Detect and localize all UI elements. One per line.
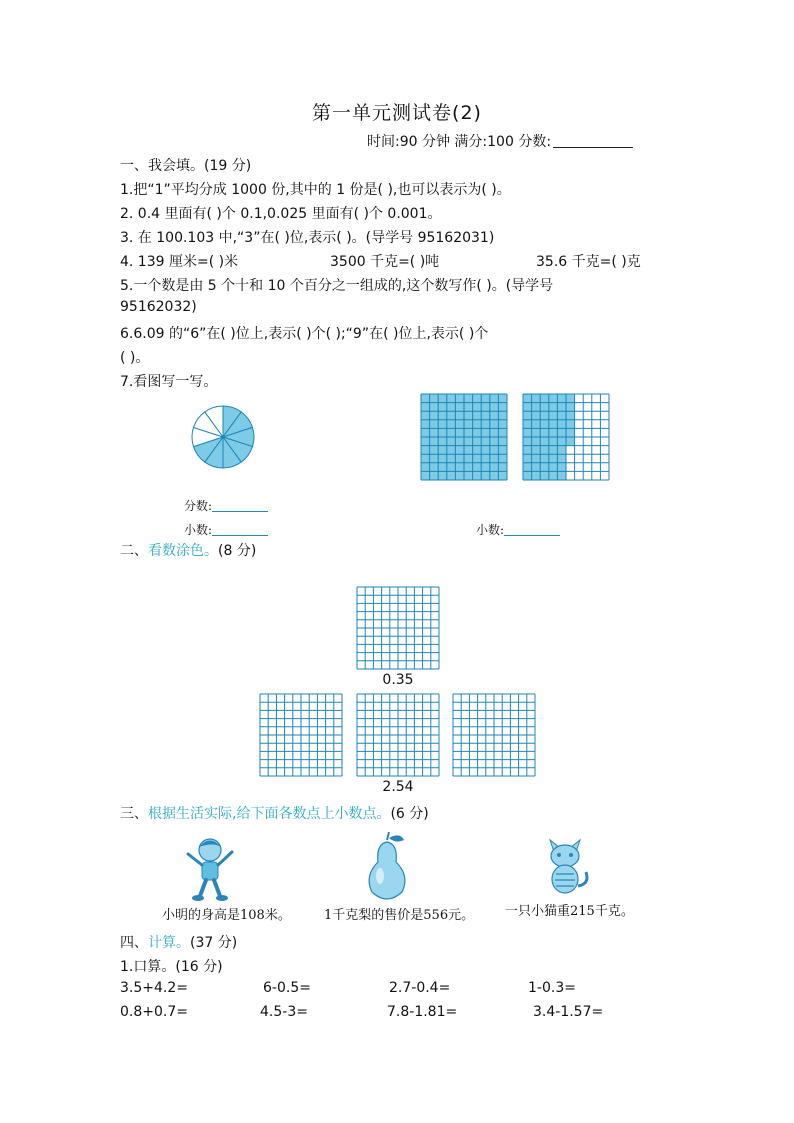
section-3-prefix: 三、: [120, 806, 148, 822]
question-5-line-1: 5.一个数是由 5 个十和 10 个百分之一组成的,这个数写作( )。(导学号: [120, 278, 554, 294]
caption-cat-weight: 一只小猫重215千克。: [505, 904, 634, 919]
shaded-cell: [523, 420, 532, 429]
shaded-cell: [540, 463, 549, 472]
shaded-cell: [549, 446, 558, 455]
grid-label-0-35: 0.35: [382, 672, 414, 688]
calc-item: 3.5+4.2=: [120, 980, 188, 996]
shaded-cell: [557, 437, 566, 446]
shaded-cell: [523, 403, 532, 412]
question-6-line-2: ( )。: [120, 350, 150, 366]
shaded-cell: [540, 446, 549, 455]
fraction-answer-blank[interactable]: [212, 499, 268, 512]
shaded-cell: [549, 403, 558, 412]
boy-illustration: [180, 834, 240, 904]
section-2-title: 看数涂色。: [148, 543, 218, 559]
grid-label-2-54: 2.54: [382, 779, 414, 795]
hundred-grid-partial: [522, 393, 610, 481]
color-grid-0-35[interactable]: [356, 586, 440, 670]
shaded-cell: [557, 411, 566, 420]
calc-item: 6-0.5=: [263, 980, 311, 996]
section-2-prefix: 二、: [120, 543, 148, 559]
calc-item: 1-0.3=: [528, 980, 576, 996]
pear-illustration: [360, 832, 414, 904]
question-2: 2. 0.4 里面有( )个 0.1,0.025 里面有( )个 0.001。: [120, 206, 442, 222]
section-4-points: (37 分): [190, 935, 238, 951]
shaded-cell: [540, 411, 549, 420]
shaded-cell: [523, 411, 532, 420]
color-grid-2-54-b[interactable]: [356, 693, 440, 777]
section-3-title: 根据生活实际,给下面各数点上小数点。: [148, 806, 391, 822]
color-grid-2-54-a[interactable]: [259, 693, 343, 777]
cat-illustration: [538, 834, 592, 896]
shaded-cell: [540, 454, 549, 463]
shaded-cell: [523, 394, 532, 403]
shaded-cell: [557, 403, 566, 412]
shaded-cell: [549, 471, 558, 480]
section-3-points: (6 分): [390, 806, 429, 822]
caption-pear-price: 1千克梨的售价是556元。: [324, 908, 475, 923]
caption-boy-height: 小明的身高是108米。: [162, 908, 291, 923]
shaded-cell: [549, 463, 558, 472]
shaded-cell: [540, 471, 549, 480]
shaded-cell: [557, 463, 566, 472]
fraction-label: 分数:: [184, 499, 213, 513]
shaded-cell: [532, 428, 541, 437]
color-grid-2-54-c[interactable]: [452, 693, 536, 777]
shaded-cell: [566, 403, 575, 412]
shaded-cell: [549, 428, 558, 437]
question-4-part-b: 3500 千克=( )吨: [330, 254, 440, 270]
shaded-cell: [557, 471, 566, 480]
shaded-cell: [523, 471, 532, 480]
section-4-sub: 1.口算。(16 分): [120, 959, 223, 975]
shaded-cell: [566, 428, 575, 437]
shaded-cell: [566, 420, 575, 429]
exam-meta: [367, 131, 633, 151]
shaded-cell: [540, 437, 549, 446]
fraction-answer-row: [184, 497, 268, 514]
shaded-cell: [540, 428, 549, 437]
shaded-cell: [523, 428, 532, 437]
calc-item: 0.8+0.7=: [120, 1004, 188, 1020]
question-4-part-c: 35.6 千克=( )克: [536, 254, 641, 270]
decimal-answer-blank-2[interactable]: [504, 523, 560, 536]
shaded-cell: [532, 463, 541, 472]
shaded-cell: [557, 420, 566, 429]
decimal-answer-row-2: [476, 521, 560, 538]
question-7: 7.看图写一写。: [120, 374, 218, 390]
calc-item: 4.5-3=: [260, 1004, 308, 1020]
shaded-cell: [523, 454, 532, 463]
shaded-cell: [566, 411, 575, 420]
shaded-cell: [532, 420, 541, 429]
question-6-line-1: 6.6.09 的“6”在( )位上,表示( )个( );“9”在( )位上,表示( )个: [120, 326, 489, 342]
section-2-points: (8 分): [218, 543, 257, 559]
decimal-label-1: 小数:: [184, 523, 213, 537]
shaded-cell: [557, 394, 566, 403]
shaded-cell: [532, 394, 541, 403]
section-4-prefix: 四、: [120, 935, 148, 951]
shaded-cell: [557, 428, 566, 437]
shaded-cell: [532, 411, 541, 420]
shaded-cell: [532, 471, 541, 480]
score-blank[interactable]: [553, 133, 633, 148]
shaded-cell: [549, 437, 558, 446]
shaded-cell: [549, 411, 558, 420]
shaded-cell: [540, 394, 549, 403]
shaded-cell: [523, 463, 532, 472]
shaded-cell: [523, 437, 532, 446]
decimal-answer-row-1: [184, 521, 268, 538]
section-4-heading: [120, 932, 237, 952]
decimal-answer-blank-1[interactable]: [212, 523, 268, 536]
question-1: 1.把“1”平均分成 1000 份,其中的 1 份是( ),也可以表示为( )。: [120, 182, 511, 198]
decimal-label-2: 小数:: [476, 523, 505, 537]
calc-item: 3.4-1.57=: [533, 1004, 604, 1020]
section-1-heading: 一、我会填。(19 分): [120, 158, 252, 174]
shaded-cell: [549, 420, 558, 429]
shaded-cell: [532, 454, 541, 463]
fraction-pie-figure: [190, 404, 256, 470]
section-4-title: 计算。: [148, 935, 190, 951]
question-5-line-2: 95162032): [120, 299, 197, 315]
calc-item: 2.7-0.4=: [389, 980, 451, 996]
shaded-cell: [557, 454, 566, 463]
exam-meta-text: 时间:90 分钟 满分:100 分数:: [367, 134, 552, 150]
shaded-cell: [532, 403, 541, 412]
shaded-cell: [523, 446, 532, 455]
page-title: 第一单元测试卷(2): [312, 102, 482, 124]
shaded-cell: [557, 446, 566, 455]
shaded-cell: [532, 446, 541, 455]
question-3: 3. 在 100.103 中,“3”在( )位,表示( )。(导学号 95162031): [120, 230, 495, 246]
shaded-cell: [532, 437, 541, 446]
shaded-cell: [566, 394, 575, 403]
hundred-grid-full: [420, 393, 508, 481]
section-2-heading: [120, 540, 256, 560]
shaded-cell: [566, 437, 575, 446]
shaded-cell: [540, 403, 549, 412]
question-4-part-a: 4. 139 厘米=( )米: [120, 254, 239, 270]
shaded-cell: [540, 420, 549, 429]
shaded-cell: [549, 394, 558, 403]
shaded-cell: [549, 454, 558, 463]
calc-item: 7.8-1.81=: [387, 1004, 458, 1020]
section-3-heading: [120, 803, 429, 823]
